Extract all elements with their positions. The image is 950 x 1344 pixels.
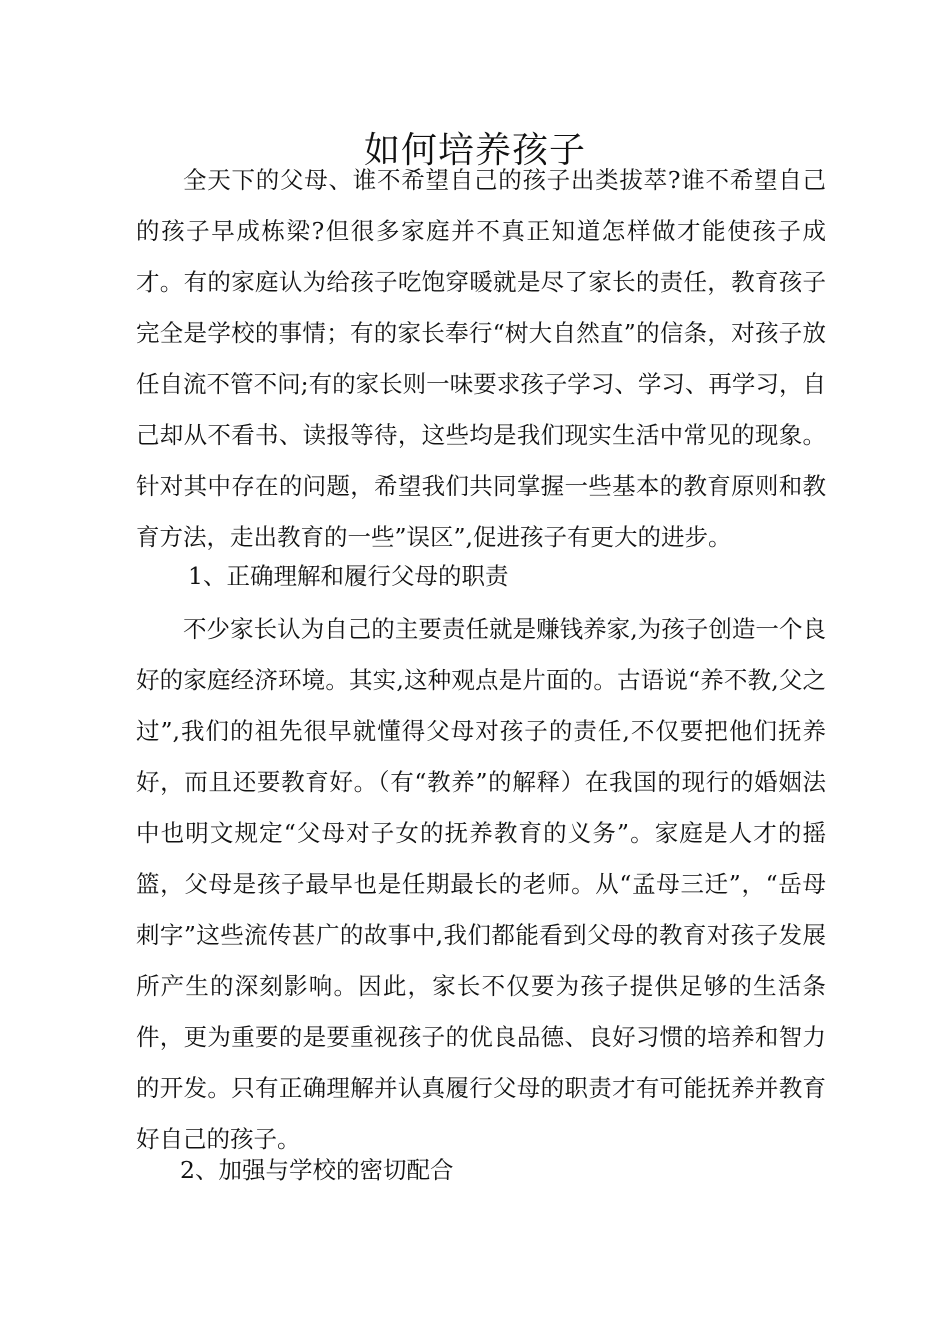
section-heading-1: 1、正确理解和履行父母的职责: [188, 562, 509, 590]
document-title: 如何培养孩子: [363, 130, 586, 172]
section-heading-2: 2、加强与学校的密切配合: [180, 1156, 454, 1184]
section-1-paragraph: 不少家长认为自己的主要责任就是赚钱养家,为孩子创造一个良好的家庭经济环境。其实,这种观点是片面的。古语说“养不教,父之过”,我们的祖先很早就懂得父母对孩子的责任,不仅要把他们抚养好，而且还要教育好。（有“教养”的解释）在我国的现行的婚姻法中也明文规定“父母对子女的抚养教育的义务”。家庭是人才的摇篮，父母是孩子最早也是任期最长的老师。从“孟母三迁”，“岳母刺字”这些流传甚广的故事中,我们都能看到父母的教育对孩子发展所产生的深刻影响。因此，家长不仅要为孩子提供足够的生活条件，更为重要的是要重视孩子的优良品德、良好习惯的培养和智力的开发。只有正确理解并认真履行父母的职责才有可能抚养并教育好自己的孩子。: [136, 615, 826, 1153]
intro-paragraph: 全天下的父母、谁不希望自己的孩子出类拔萃?谁不希望自己的孩子早成栋梁?但很多家庭并不真正知道怎样做才能使孩子成才。有的家庭认为给孩子吃饱穿暖就是尽了家长的责任，教育孩子完全是学校的事情；有的家长奉行“树大自然直”的信条，对孩子放任自流不管不问;有的家长则一味要求孩子学习、学习、再学习，自己却从不看书、读报等待，这些均是我们现实生活中常见的现象。针对其中存在的问题，希望我们共同掌握一些基本的教育原则和教育方法，走出教育的一些”误区”,促进孩子有更大的进步。: [136, 166, 826, 551]
